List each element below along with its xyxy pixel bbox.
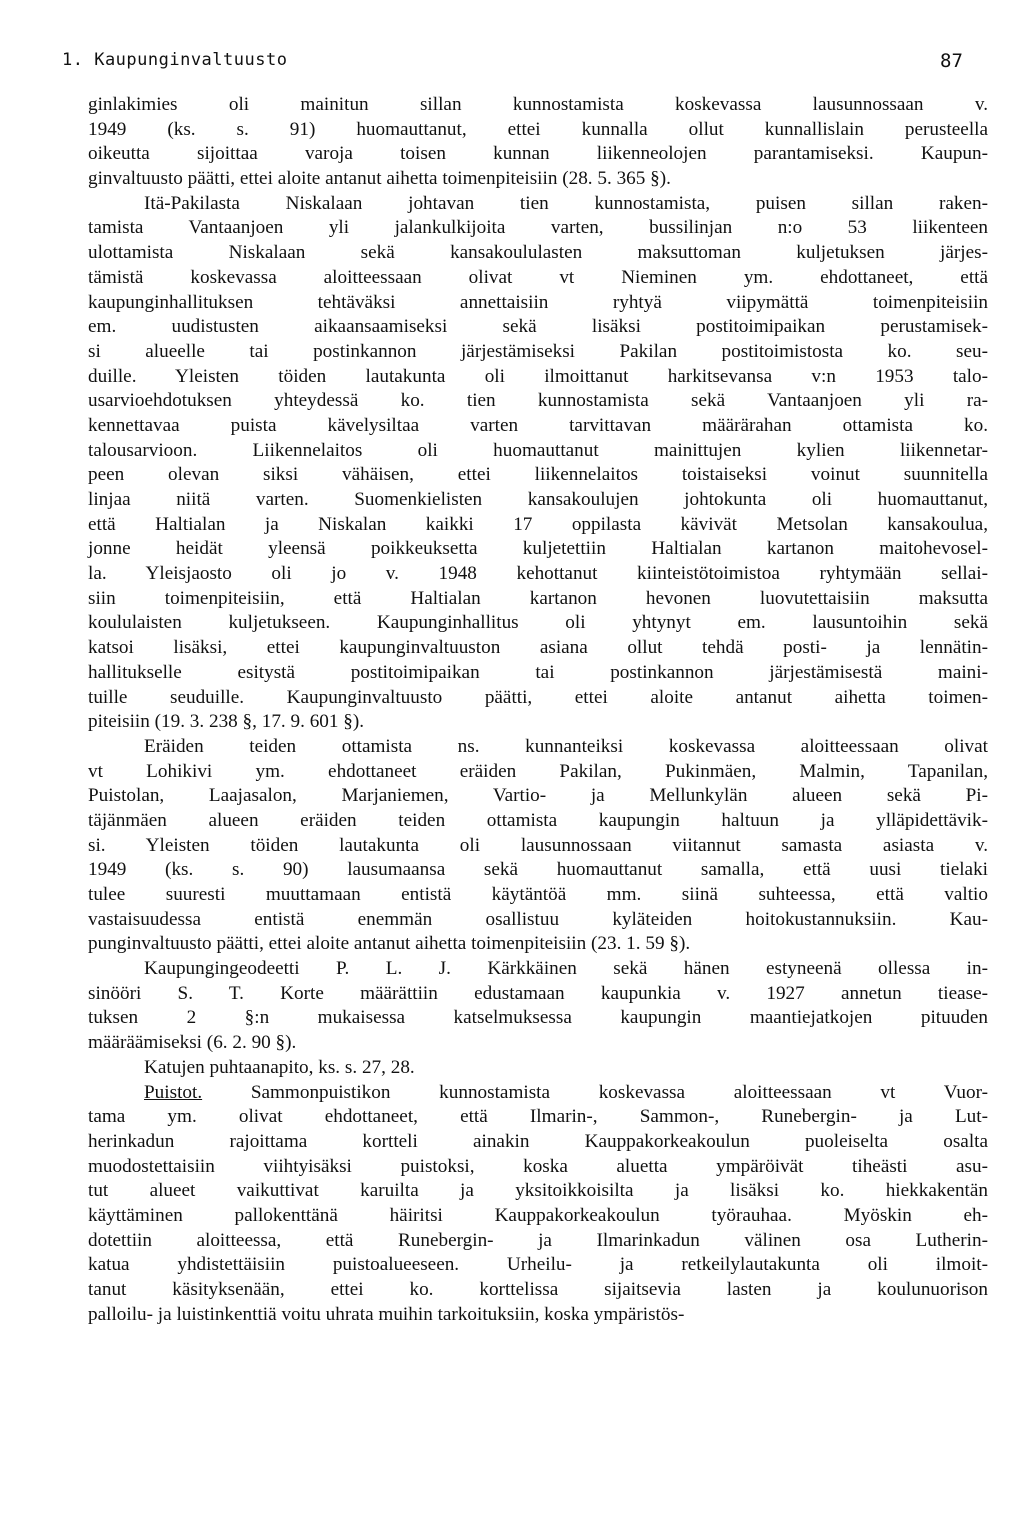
line-text: muodostettaisiin viihtyisäksi puistoksi, koska aluetta ympäröivät tiheästi asu- bbox=[88, 1155, 988, 1177]
line-text: si alueelle tai postinkannon järjestämiseksi Pakilan postitoimistosta ko. seu- bbox=[88, 340, 988, 362]
text-line bbox=[88, 636, 988, 661]
text-line bbox=[88, 957, 988, 982]
line-text: tut alueet vaikuttivat karuilta ja yksitoikkoisilta ja lisäksi ko. hiekkakentän bbox=[88, 1180, 988, 1202]
line-text: tuksen 2 §:n mukaisessa katselmuksessa kaupungin maantiejatkojen pituuden bbox=[88, 1007, 988, 1029]
line-text: peen olevan siksi vähäisen, ettei liikennelaitos toistaiseksi voinut suunnitella bbox=[88, 464, 988, 486]
text-line bbox=[88, 1155, 988, 1180]
line-text: ginvaltuusto päätti, ettei aloite antanut aihetta toimenpiteisiin (28. 5. 365 §). bbox=[88, 168, 671, 190]
line-text: että Haltialan ja Niskalan kaikki 17 oppilasta kävivät Metsolan kansakoulua, bbox=[88, 513, 988, 535]
text-line bbox=[88, 537, 988, 562]
text-line bbox=[88, 414, 988, 439]
text-line bbox=[88, 216, 988, 241]
line-text: dotettiin aloitteessa, että Runebergin- ja Ilmarinkadun välinen osa Lutherin- bbox=[88, 1229, 988, 1251]
line-text: jonne heidät yleensä poikkeuksetta kuljetettiin Haltialan kartanon maitohevosel- bbox=[88, 538, 988, 560]
line-text: kennettavaa puista kävelysiltaa varten tarvittavan määrärahan ottamista ko. bbox=[88, 414, 988, 436]
line-text: katua yhdistettäisiin puistoalueeseen. Urheilu- ja retkeilylautakunta oli ilmoit- bbox=[88, 1254, 988, 1276]
text-line bbox=[88, 315, 988, 340]
text-line bbox=[88, 365, 988, 390]
text-line bbox=[88, 587, 988, 612]
line-text: oikeutta sijoittaa varoja toisen kunnan liikenneolojen parantamiseksi. Kaupun- bbox=[88, 143, 988, 165]
text-line bbox=[88, 389, 988, 414]
line-text: piteisiin (19. 3. 238 §, 17. 9. 601 §). bbox=[88, 711, 365, 733]
line-text: tuille seuduille. Kaupunginvaltuusto päätti, ettei aloite antanut aihetta toimen- bbox=[88, 686, 988, 708]
text-line bbox=[88, 118, 988, 143]
text-line bbox=[88, 1229, 988, 1254]
line-text: linjaa niitä varten. Suomenkielisten kansakoulujen johtokunta oli huomauttanut, bbox=[88, 489, 988, 510]
text-line bbox=[88, 513, 988, 538]
text-line bbox=[88, 982, 988, 1007]
text-line bbox=[88, 340, 988, 365]
running-title: 1. Kaupunginvaltuusto bbox=[62, 50, 288, 70]
text-line bbox=[88, 291, 988, 316]
line-text: ulottamista Niskalaan sekä kansakoululasten maksuttoman kuljetuksen järjes- bbox=[88, 242, 988, 264]
text-line bbox=[88, 760, 988, 785]
section-heading: Puistot. bbox=[144, 1081, 203, 1103]
text-line bbox=[88, 1006, 988, 1031]
text-line bbox=[88, 1204, 988, 1229]
text-line bbox=[88, 1105, 988, 1130]
text-line bbox=[88, 710, 988, 735]
line-text: Katujen puhtaanapito, ks. s. 27, 28. bbox=[144, 1056, 415, 1078]
line-text: koululaisten kuljetukseen. Kaupunginhallitus oli yhtynyt em. lausuntoihin sekä bbox=[88, 612, 988, 634]
text-line bbox=[88, 809, 988, 834]
text-line bbox=[88, 562, 988, 587]
line-text: tämistä koskevassa aloitteessaan olivat vt Nieminen ym. ehdottaneet, että bbox=[88, 266, 988, 288]
line-text: siin toimenpiteisiin, että Haltialan kartanon hevonen luovutettaisiin maksutta bbox=[88, 587, 988, 609]
text-line bbox=[88, 167, 988, 192]
text-line bbox=[88, 93, 988, 118]
text-line bbox=[88, 463, 988, 488]
line-text: vt Lohikivi ym. ehdottaneet eräiden Pakilan, Pukinmäen, Malmin, Tapanilan, bbox=[88, 760, 988, 782]
text-line bbox=[88, 192, 988, 217]
text-line bbox=[88, 1056, 988, 1081]
text-line bbox=[88, 661, 988, 686]
text-line bbox=[88, 1081, 988, 1106]
line-text: herinkadun rajoittama kortteli ainakin Kauppakorkeakoulun puoleiselta osalta bbox=[88, 1130, 988, 1152]
text-line bbox=[88, 858, 988, 883]
text-line bbox=[88, 883, 988, 908]
text-line bbox=[88, 784, 988, 809]
line-text: kaupunginhallituksen tehtäväksi annettaisiin ryhtyä viipymättä toimenpiteisiin bbox=[88, 291, 988, 313]
line-text: tulee suuresti muuttamaan entistä käytäntöä mm. siinä suhteessa, että valtio bbox=[88, 884, 988, 905]
text-line bbox=[88, 241, 988, 266]
line-text: duille. Yleisten töiden lautakunta oli ilmoittanut harkitsevansa v:n 1953 talo- bbox=[88, 365, 988, 387]
line-text: tamista Vantaanjoen yli jalankulkijoita varten, bussilinjan n:o 53 liikenteen bbox=[88, 217, 988, 239]
line-text: em. uudistusten aikaansaamiseksi sekä lisäksi postitoimipaikan perustamisek- bbox=[88, 316, 988, 338]
text-line bbox=[88, 1303, 988, 1328]
line-text: 1949 (ks. s. 90) lausumaansa sekä huomauttanut samalla, että uusi tielaki bbox=[88, 859, 988, 881]
line-text: sinööri S. T. Korte määrättiin edustamaan kaupunkia v. 1927 annetun tiease- bbox=[88, 982, 988, 1004]
line-text: vastaisuudessa entistä enemmän osallistuu kyläteiden hoitokustannuksiin. Kau- bbox=[88, 908, 988, 930]
line-text: palloilu- ja luistinkenttiä voitu uhrata muihin tarkoituksiin, koska ympäristös- bbox=[88, 1303, 685, 1325]
text-line bbox=[88, 488, 988, 513]
text-line bbox=[88, 1130, 988, 1155]
line-text: hallitukselle esitystä postitoimipaikan tai postinkannon järjestämisestä maini- bbox=[88, 661, 988, 683]
line-text: määräämiseksi (6. 2. 90 §). bbox=[88, 1032, 297, 1054]
line-text: 1949 (ks. s. 91) huomauttanut, ettei kunnalla ollut kunnallislain perusteella bbox=[88, 118, 988, 140]
line-text: tama ym. olivat ehdottaneet, että Ilmarin-, Sammon-, Runebergin- ja Lut- bbox=[88, 1106, 988, 1128]
line-text: Itä-Pakilasta Niskalaan johtavan tien kunnostamista, puisen sillan raken- bbox=[144, 192, 988, 214]
text-line bbox=[88, 142, 988, 167]
text-line bbox=[88, 735, 988, 760]
text-line bbox=[88, 1253, 988, 1278]
line-text: Kaupungingeodeetti P. L. J. Kärkkäinen sekä hänen estyneenä ollessa in- bbox=[144, 958, 988, 980]
text-line bbox=[88, 1179, 988, 1204]
text-line bbox=[88, 834, 988, 859]
text-line bbox=[88, 908, 988, 933]
line-text: ginlakimies oli mainitun sillan kunnostamista koskevassa lausunnossaan v. bbox=[88, 94, 988, 115]
line-text: tanut käsityksenään, ettei ko. korttelissa sijaitsevia lasten ja koulunuorison bbox=[88, 1279, 988, 1300]
text-line bbox=[88, 266, 988, 291]
text-line bbox=[88, 439, 988, 464]
line-text: katsoi lisäksi, ettei kaupunginvaltuuston asiana ollut tehdä posti- ja lennätin- bbox=[88, 637, 988, 659]
line-text: si. Yleisten töiden lautakunta oli lausunnossaan viitannut samasta asiasta v. bbox=[88, 834, 988, 856]
line-text: Puistolan, Laajasalon, Marjaniemen, Vartio- ja Mellunkylän alueen sekä Pi- bbox=[88, 785, 988, 807]
line-text: usarvioehdotuksen yhteydessä ko. tien kunnostamista sekä Vantaanjoen yli ra- bbox=[88, 390, 988, 412]
line-text: la. Yleisjaosto oli jo v. 1948 kehottanut kiinteistötoimistoa ryhtymään sellai- bbox=[88, 563, 988, 585]
body-text bbox=[88, 93, 988, 1327]
line-text: Sammonpuistikon kunnostamista koskevassa aloitteessaan vt Vuor- bbox=[202, 1081, 988, 1103]
line-text: täjänmäen alueen eräiden teiden ottamista kaupungin haltuun ja ylläpidettävik- bbox=[88, 809, 988, 831]
text-line bbox=[88, 686, 988, 711]
line-text: käyttäminen pallokenttänä häiritsi Kauppakorkeakoulun työrauhaa. Myöskin eh- bbox=[88, 1204, 988, 1226]
text-line bbox=[88, 932, 988, 957]
line-text: Eräiden teiden ottamista ns. kunnanteiksi koskevassa aloitteessaan olivat bbox=[144, 735, 988, 757]
text-line bbox=[88, 1031, 988, 1056]
line-text: talousarvioon. Liikennelaitos oli huomauttanut mainittujen kylien liikennetar- bbox=[88, 439, 988, 461]
text-line bbox=[88, 1278, 988, 1303]
text-line bbox=[88, 611, 988, 636]
page-number: 87 bbox=[940, 50, 963, 72]
line-text: punginvaltuusto päätti, ettei aloite antanut aihetta toimenpiteisiin (23. 1. 59 §). bbox=[88, 933, 691, 955]
